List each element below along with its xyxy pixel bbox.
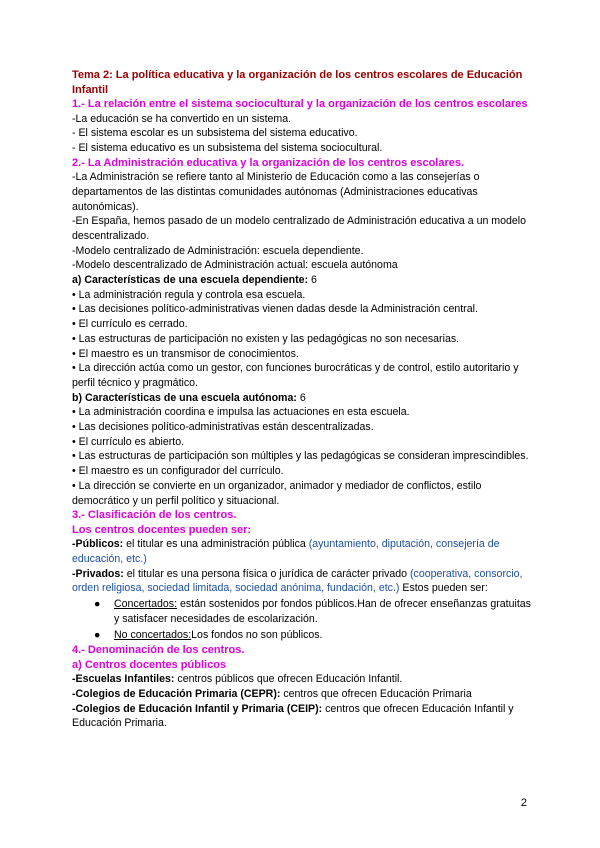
dependiente-item: • El maestro es un transmisor de conocimientos. — [72, 347, 299, 360]
privados-paragraph — [72, 567, 532, 596]
dependiente-heading-label: a) Características de una escuela dependiente: — [72, 274, 309, 287]
dependiente-item: • El currículo es cerrado. — [72, 318, 188, 331]
centro-item — [72, 687, 532, 702]
publicos-examples: (ayuntamiento, diputación, consejería de educación, etc.) — [72, 538, 500, 565]
section-4-heading: 4.- Denominación de los centros. — [72, 644, 245, 657]
no-concertados-text: Los fondos no son públicos. — [191, 628, 323, 641]
no-concertados-label: No concertados: — [114, 628, 192, 641]
document-title: Tema 2: La política educativa y la organización de los centros escolares de Educación Infantil — [72, 69, 523, 96]
privados-label: -Privados: — [72, 567, 124, 580]
section-3-heading: 3.- Clasificación de los centros. — [72, 509, 237, 522]
dependiente-heading — [72, 273, 532, 288]
concertados-text: están sostenidos por fondos públicos.Han de ofrecer enseñanzas gratuitas y satisfacer necesidades de escolarización. — [114, 598, 531, 625]
centro-label: -Colegios de Educación Primaria (CEPR): — [72, 687, 281, 700]
publicos-label: -Públicos: — [72, 538, 124, 551]
privados-examples: (cooperativa, consorcio, orden religiosa, sociedad limitada, sociedad anónima, fundación, etc.) — [72, 567, 523, 595]
section-2-heading: 2.- La Administración educativa y la organización de los centros escolares. — [72, 156, 465, 169]
section-2-line: -La Administración se refiere tanto al Ministerio de Educación como a las consejerías o departamentos de las distintas comunidades autónomas (Administraciones educativas autonómicas). — [72, 171, 480, 213]
centro-label: -Colegios de Educación Infantil y Primaria (CEIP): — [72, 702, 323, 715]
section-4-subheading: a) Centros docentes públicos — [72, 658, 227, 671]
autonoma-item: • La administración coordina e impulsa las actuaciones en esta escuela. — [72, 406, 410, 419]
list-item-concertados — [94, 597, 532, 626]
publicos-paragraph — [72, 537, 532, 566]
publicos-text: el titular es una administración pública — [123, 538, 309, 551]
dependiente-item: • Las decisiones político-administrativas vienen dadas desde la Administración central. — [72, 303, 478, 316]
autonoma-heading-num: 6 — [296, 391, 306, 404]
bullet-icon: ● — [94, 628, 101, 641]
section-2-line: -Modelo centralizado de Administración: escuela dependiente. — [72, 244, 364, 257]
privados-text: el titular es una persona física o jurídica de carácter privado — [123, 567, 410, 580]
autonoma-item: • Las decisiones político-administrativas están descentralizadas. — [72, 421, 374, 434]
section-2-line: -Modelo descentralizado de Administración actual: escuela autónoma — [72, 259, 398, 272]
dependiente-item: • La dirección actúa como un gestor, con funciones burocráticas y de control, estilo autoritario y perfil técnico y pragmático. — [72, 362, 519, 389]
centro-text: centros públicos que ofrecen Educación Infantil. — [174, 673, 403, 686]
dependiente-heading-num: 6 — [308, 274, 317, 287]
autonoma-item: • El currículo es abierto. — [72, 435, 185, 448]
section-3-subheading: Los centros docentes pueden ser: — [72, 523, 252, 536]
privados-tail: Estos pueden ser: — [399, 582, 488, 595]
centro-text: centros que ofrecen Educación Infantil y Educación Primaria. — [72, 702, 514, 730]
centro-item — [72, 702, 532, 731]
dependiente-item: • La administración regula y controla esa escuela. — [72, 288, 306, 301]
autonoma-heading-label: b) Características de una escuela autónoma: — [72, 391, 297, 404]
document-page — [72, 68, 532, 731]
section-2-line: -En España, hemos pasado de un modelo centralizado de Administración educativa a un modelo descentralizado. — [72, 215, 527, 242]
bullet-icon: ● — [94, 598, 101, 611]
autonoma-item: • La dirección se convierte en un organizador, animador y mediador de conflictos, estilo democrático y un perfil político y situacional. — [72, 479, 482, 507]
section-1-line: - El sistema escolar es un subsistema del sistema educativo. — [72, 127, 358, 140]
page-number: 2 — [520, 797, 527, 809]
dependiente-item: • Las estructuras de participación no existen y las pedagógicas no son necesarias. — [72, 332, 460, 345]
centro-text: centros que ofrecen Educación Primaria — [280, 687, 472, 700]
section-1-line: -La educación se ha convertido en un sistema. — [72, 112, 292, 125]
centro-item — [72, 672, 532, 687]
list-item-no-concertados — [94, 628, 532, 643]
autonoma-item: • El maestro es un configurador del currículo. — [72, 465, 284, 478]
autonoma-heading — [72, 391, 532, 406]
concertados-label: Concertados: — [114, 598, 178, 611]
section-1-heading: 1.- La relación entre el sistema sociocultural y la organización de los centros escolares — [72, 98, 528, 110]
section-1-line: - El sistema educativo es un subsistema del sistema sociocultural. — [72, 141, 383, 154]
centro-label: -Escuelas Infantiles: — [72, 673, 175, 686]
autonoma-item: • Las estructuras de participación son múltiples y las pedagógicas se consideran imprescindibles. — [72, 450, 529, 463]
privados-list — [72, 597, 532, 642]
